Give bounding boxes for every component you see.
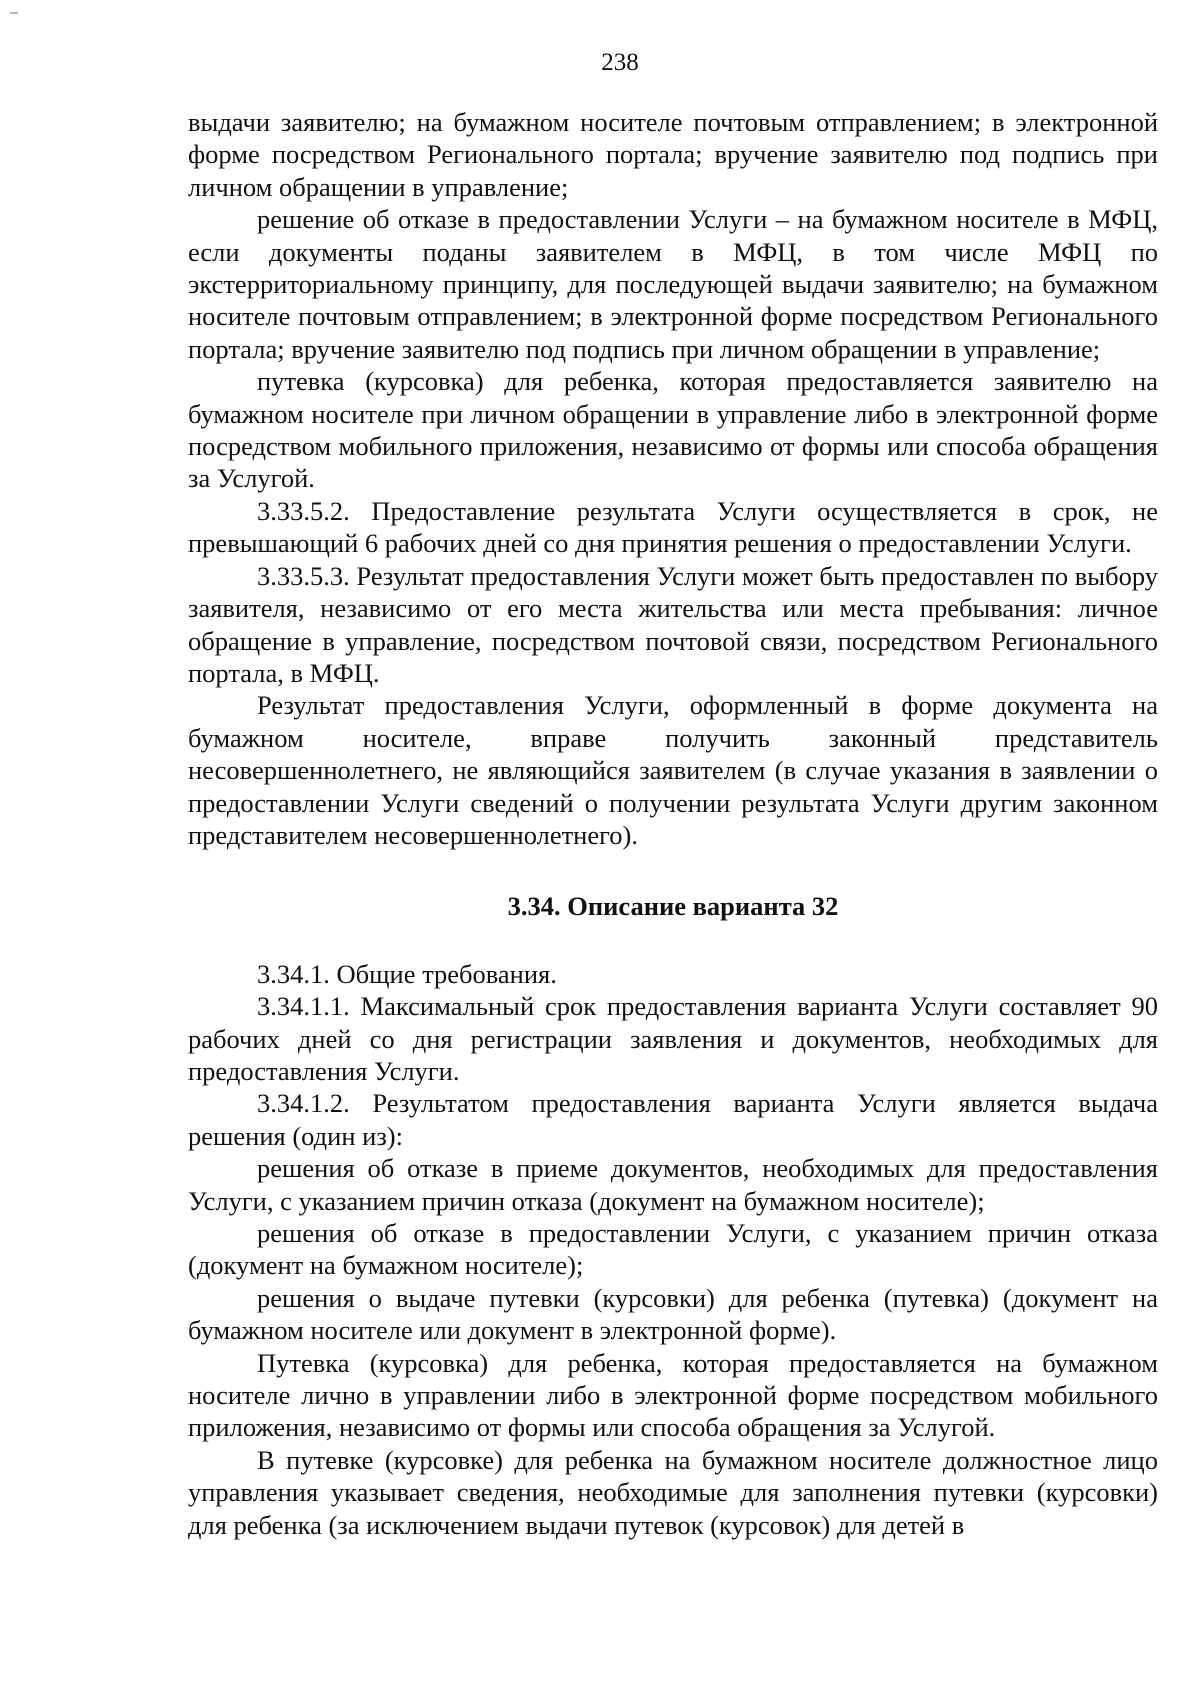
section-heading: 3.34. Описание варианта 32 <box>507 891 839 922</box>
paragraph: 3.34.1.1. Максимальный срок предоставления варианта Услуги составляет 90 рабочих дней со дня регистрации заявления и документов, необходимых для предоставления Услуги. <box>188 991 1158 1086</box>
page-number: 238 <box>601 49 639 76</box>
paragraph: решения об отказе в приеме документов, необходимых для предоставления Услуги, с указанием причин отказа (документ на бумажном носителе); <box>188 1153 1158 1216</box>
paragraph: решение об отказе в предоставлении Услуги – на бумажном носителе в МФЦ, если документы поданы заявителем в МФЦ, в том числе МФЦ по экстерриториальному принципу, для последующей выдачи заявителю; на бумажном носителе почтовым отправлением; в электронной форме посредством Регионального портала; вручение заявителю под подпись при личном обращении в управление; <box>188 204 1158 364</box>
paragraph: 3.33.5.2. Предоставление результата Услуги осуществляется в срок, не превышающий 6 рабочих дней со дня принятия решения о предоставлении Услуги. <box>188 495 1158 559</box>
paragraph: 3.33.5.3. Результат предоставления Услуги может быть предоставлен по выбору заявителя, независимо от его места жительства или места пребывания: личное обращение в управление, посредством почтовой связи, посредством Регионального портала, в МФЦ. <box>188 560 1158 688</box>
paragraph: решения об отказе в предоставлении Услуги, с указанием причин отказа (документ на бумажном носителе); <box>188 1218 1158 1281</box>
paragraph: путевка (курсовка) для ребенка, которая предоставляется заявителю на бумажном носителе при личном обращении в управление либо в электронной форме посредством мобильного приложения, независимо от формы или способа обращения за Услугой. <box>188 366 1158 494</box>
paragraph: Путевка (курсовка) для ребенка, которая предоставляется на бумажном носителе лично в управлении либо в электронной форме посредством мобильного приложения, независимо от формы или способа обращения за Услугой. <box>188 1347 1158 1443</box>
scan-edge-mark <box>10 12 18 14</box>
paragraph: решения о выдаче путевки (курсовки) для ребенка (путевка) (документ на бумажном носителе или документ в электронной форме). <box>188 1282 1158 1346</box>
paragraph: Результат предоставления Услуги, оформленный в форме документа на бумажном носителе, вправе получить законный представитель несовершеннолетнего, не являющийся заявителем (в случае указания в заявлении о предоставлении Услуги сведений о получении результата Услуги другим законном представителем несовершеннолетнего). <box>188 690 1158 850</box>
paragraph: выдачи заявителю; на бумажном носителе почтовым отправлением; в электронной форме посредством Регионального портала; вручение заявителю под подпись при личном обращении в управление; <box>188 107 1158 202</box>
paragraph: 3.34.1.2. Результатом предоставления варианта Услуги является выдача решения (один из): <box>188 1088 1158 1151</box>
paragraph: 3.34.1. Общие требования. <box>257 958 557 989</box>
paragraph: В путевке (курсовке) для ребенка на бумажном носителе должностное лицо управления указывает сведения, необходимые для заполнения путевки (курсовки) для ребенка (за исключением выдачи путевок (курсовок) для детей в <box>188 1444 1158 1540</box>
body-text <box>188 106 1158 1541</box>
